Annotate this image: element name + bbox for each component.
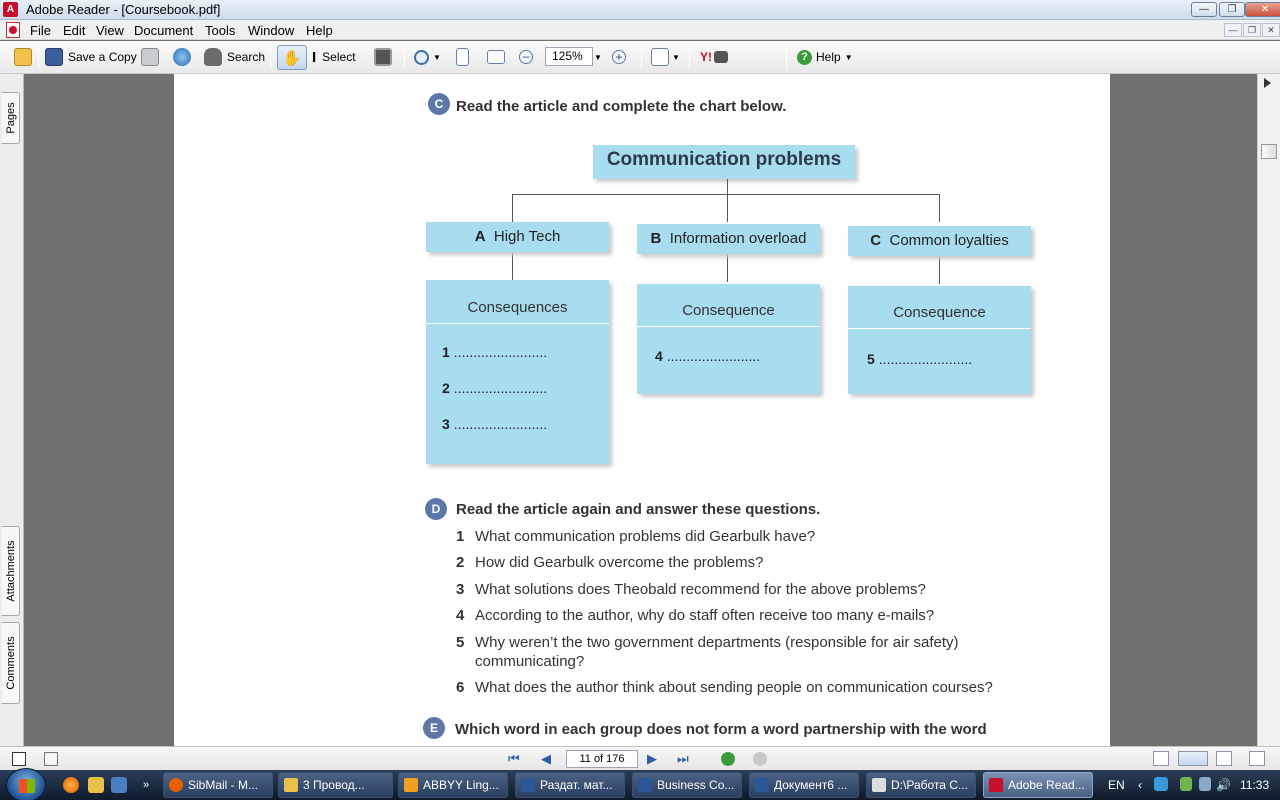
blank-number: 4 [655, 348, 663, 364]
yahoo-search-button[interactable] [700, 46, 728, 68]
blank-dots: ........................ [453, 344, 548, 360]
hand-tool-button[interactable] [277, 45, 307, 70]
question-number: 4 [456, 607, 465, 624]
search-button[interactable] [204, 46, 265, 68]
volume-icon[interactable]: 🔊 [1216, 778, 1231, 792]
close-button[interactable]: ✕ [1245, 2, 1280, 17]
section-c-heading: Read the article and complete the chart below. [456, 98, 787, 115]
taskbar-item-label: Adobe Read... [1008, 778, 1085, 792]
tab-comments-label: Comments [5, 636, 17, 690]
taskbar-item-active[interactable] [983, 772, 1093, 798]
menu-view[interactable]: View [96, 23, 124, 38]
doc-restore-button[interactable]: ❐ [1243, 23, 1261, 37]
question-text: Why weren’t the two government departments (responsible for air safety) [475, 634, 959, 651]
category-b-letter: B [650, 230, 662, 247]
fit-width-button[interactable] [487, 46, 505, 68]
continuous-facing-view-icon[interactable] [1249, 751, 1265, 766]
folder-icon [284, 778, 298, 792]
doc-minimize-button[interactable]: — [1224, 23, 1242, 37]
word-icon [755, 778, 769, 792]
page-number-input[interactable]: 11 of 176 [566, 750, 638, 768]
snapshot-button[interactable] [374, 46, 392, 68]
divider [848, 328, 1031, 329]
blank-number: 5 [867, 351, 875, 367]
blank-number: 3 [442, 416, 450, 432]
blank-5 [867, 351, 972, 367]
page-layout-icon [651, 48, 669, 66]
globe-email-icon [173, 48, 191, 66]
minus-circle-icon: – [519, 50, 533, 64]
connector-line [939, 256, 940, 284]
zoom-input[interactable]: 125% [545, 47, 593, 66]
select-tool-button[interactable] [312, 46, 356, 68]
section-e-marker: E [423, 717, 445, 739]
help-icon: ? [797, 50, 812, 65]
zoom-dropdown-button[interactable] [594, 46, 602, 68]
floppy-disk-icon [45, 48, 63, 66]
connector-line [512, 194, 513, 222]
consequence-box-b [637, 284, 820, 394]
blank-dots: ........................ [666, 348, 761, 364]
chevron-down-icon: ▼ [594, 52, 602, 62]
connector-line [727, 194, 728, 222]
camera-icon [374, 48, 392, 66]
zoom-in-button[interactable] [612, 46, 626, 68]
help-label: Help [816, 50, 841, 64]
hand-icon: ✋ [282, 49, 302, 67]
save-copy-label: Save a Copy [68, 50, 137, 64]
category-a-text: High Tech [493, 228, 561, 245]
question-number: 6 [456, 679, 465, 696]
word-icon [638, 778, 652, 792]
taskbar-item-label: Business Co... [657, 778, 735, 792]
chevron-down-icon: ▼ [433, 52, 441, 62]
play-arrow-icon[interactable] [1264, 78, 1271, 88]
taskbar-item[interactable] [749, 772, 859, 798]
menu-document[interactable]: Document [134, 23, 194, 38]
chevron-down-icon: ▼ [672, 52, 680, 62]
taskbar-item-label: Раздат. мат... [540, 778, 613, 792]
blank-number: 1 [442, 344, 450, 360]
connector-line [512, 252, 513, 280]
tab-attachments[interactable] [2, 526, 20, 616]
dropbox-icon[interactable] [1154, 777, 1168, 791]
forward-view-icon[interactable] [753, 752, 767, 766]
category-b-text: Information overload [669, 230, 807, 247]
firefox-icon[interactable] [63, 777, 79, 793]
firefox-icon [169, 778, 183, 792]
zoom-out-button[interactable] [519, 46, 533, 68]
connector-line [512, 194, 940, 195]
blank-4 [655, 348, 760, 364]
abbyy-icon [404, 778, 418, 792]
section-c-marker: C [428, 93, 450, 115]
taskbar-item-label: 3 Провод... [303, 778, 365, 792]
zoom-in-tool-button[interactable] [414, 46, 441, 68]
vertical-scrollbar[interactable] [1257, 74, 1280, 746]
restore-button[interactable]: ❐ [1219, 2, 1245, 17]
category-c-text: Common loyalties [889, 232, 1009, 249]
category-c-letter: C [870, 232, 882, 249]
document-icon[interactable] [6, 22, 20, 38]
menu-file[interactable]: File [30, 23, 51, 38]
pdf-page [174, 74, 1110, 746]
question-text-continued: communicating? [475, 653, 585, 670]
menu-window[interactable]: Window [248, 23, 295, 38]
total-commander-icon [872, 778, 886, 792]
next-page-icon[interactable]: ▶ [647, 751, 657, 766]
toolbar [0, 41, 1280, 74]
last-page-icon[interactable]: ⏭ [677, 751, 689, 766]
taskbar-item-label: ABBYY Ling... [423, 778, 499, 792]
tab-comments[interactable] [2, 622, 20, 704]
plus-circle-icon: + [612, 50, 626, 64]
binoculars-icon [714, 51, 728, 63]
panel-toggle-icon[interactable] [12, 752, 26, 766]
open-button[interactable] [14, 46, 32, 68]
taskbar-item-label: D:\Работа С... [891, 778, 968, 792]
question-text: What communication problems did Gearbulk have? [475, 528, 816, 545]
taskbar-item[interactable] [398, 772, 508, 798]
page-navigation-bar [0, 746, 1280, 770]
question-text: What does the author think about sending people on communication courses? [475, 679, 993, 696]
category-b-label [637, 230, 820, 247]
question-number: 2 [456, 554, 465, 571]
show-hidden-icons-icon[interactable]: ‹ [1138, 778, 1142, 792]
help-button[interactable] [797, 46, 853, 68]
blank-dots: ........................ [453, 380, 548, 396]
tab-pages-label: Pages [5, 102, 17, 134]
taskbar-item-label: SibMail - M... [188, 778, 259, 792]
menu-help[interactable]: Help [306, 23, 333, 38]
fit-page-button[interactable] [456, 46, 469, 68]
taskbar-item[interactable] [632, 772, 742, 798]
chevron-right-icon[interactable]: » [143, 779, 150, 791]
title-bar [0, 0, 1280, 20]
start-button[interactable] [6, 768, 46, 800]
previous-page-icon[interactable]: ◀ [541, 751, 551, 766]
yahoo-binoculars-icon: Y! [700, 50, 712, 64]
connector-line [939, 194, 940, 222]
windows-taskbar [0, 770, 1280, 800]
desktop-icon[interactable] [111, 777, 127, 793]
divider [426, 323, 609, 324]
consequence-c-title: Consequence [893, 304, 986, 321]
connector-line [727, 254, 728, 282]
blank-dots: ........................ [453, 416, 548, 432]
question-text: According to the author, why do staff often receive too many e-mails? [475, 607, 935, 624]
tab-pages[interactable] [2, 92, 20, 144]
navigation-panel [0, 74, 24, 746]
taskbar-item-label: Документ6 ... [774, 778, 848, 792]
print-button[interactable] [141, 46, 159, 68]
fit-width-icon [487, 50, 505, 64]
menu-edit[interactable]: Edit [63, 23, 86, 38]
save-copy-button[interactable] [45, 46, 137, 68]
network-icon[interactable] [1199, 777, 1211, 791]
single-page-view-icon[interactable] [1153, 751, 1169, 766]
blank-1 [442, 344, 547, 360]
taskbar-item[interactable] [515, 772, 625, 798]
fit-page-icon [456, 48, 469, 66]
consequences-a-title: Consequences [467, 299, 568, 316]
blank-number: 2 [442, 380, 450, 396]
adobe-reader-icon: A [3, 2, 18, 17]
consequence-b-title: Consequence [682, 302, 775, 319]
battery-icon[interactable] [1180, 777, 1192, 791]
first-page-icon[interactable]: ⏮ [508, 751, 520, 766]
question-number: 1 [456, 528, 465, 545]
language-indicator[interactable]: EN [1108, 778, 1125, 792]
search-label: Search [227, 50, 266, 64]
menu-tools[interactable]: Tools [205, 23, 236, 38]
document-viewport[interactable] [25, 74, 1257, 746]
category-a-letter: A [474, 228, 486, 245]
category-c-label [848, 232, 1031, 249]
open-folder-icon [14, 48, 32, 66]
page-icon[interactable] [44, 752, 58, 766]
chart-title: Communication problems [606, 149, 842, 170]
text-cursor-icon: I [312, 48, 317, 66]
tab-attachments-label: Attachments [5, 540, 17, 602]
divider [637, 326, 820, 327]
folder-icon[interactable] [88, 777, 104, 793]
email-button[interactable] [173, 46, 191, 68]
blank-2 [442, 380, 547, 396]
taskbar-item[interactable] [163, 772, 273, 798]
question-number: 3 [456, 581, 465, 598]
consequence-box-c [848, 286, 1031, 394]
page-layout-button[interactable] [651, 46, 680, 68]
section-e-heading: Which word in each group does not form a word partnership with the word [455, 721, 987, 738]
scrollbar-thumb[interactable] [1261, 144, 1277, 159]
minimize-button[interactable]: — [1191, 2, 1217, 17]
adobe-reader-icon [989, 778, 1003, 792]
category-a-label [426, 228, 609, 245]
facing-view-icon[interactable] [1216, 751, 1232, 766]
word-icon [521, 778, 535, 792]
section-d-marker: D [425, 498, 447, 520]
select-label: Select [322, 50, 356, 64]
window-title: Adobe Reader - [Coursebook.pdf] [26, 2, 221, 17]
question-text: What solutions does Theobald recommend for the above problems? [475, 581, 926, 598]
taskbar-item[interactable] [278, 772, 393, 798]
back-view-icon[interactable] [721, 752, 735, 766]
binoculars-icon [204, 48, 222, 66]
continuous-view-icon[interactable] [1178, 751, 1208, 766]
blank-dots: ........................ [878, 351, 973, 367]
blank-3 [442, 416, 547, 432]
printer-icon [141, 48, 159, 66]
question-number: 5 [456, 634, 465, 651]
question-text: How did Gearbulk overcome the problems? [475, 554, 764, 571]
taskbar-item[interactable] [866, 772, 976, 798]
chevron-down-icon: ▼ [844, 52, 853, 62]
menu-bar [0, 20, 1280, 40]
magnifier-icon [414, 50, 429, 65]
connector-line [727, 179, 728, 195]
clock[interactable]: 11:33 [1240, 778, 1270, 792]
section-d-heading: Read the article again and answer these questions. [456, 501, 821, 518]
doc-close-button[interactable]: ✕ [1262, 23, 1280, 37]
